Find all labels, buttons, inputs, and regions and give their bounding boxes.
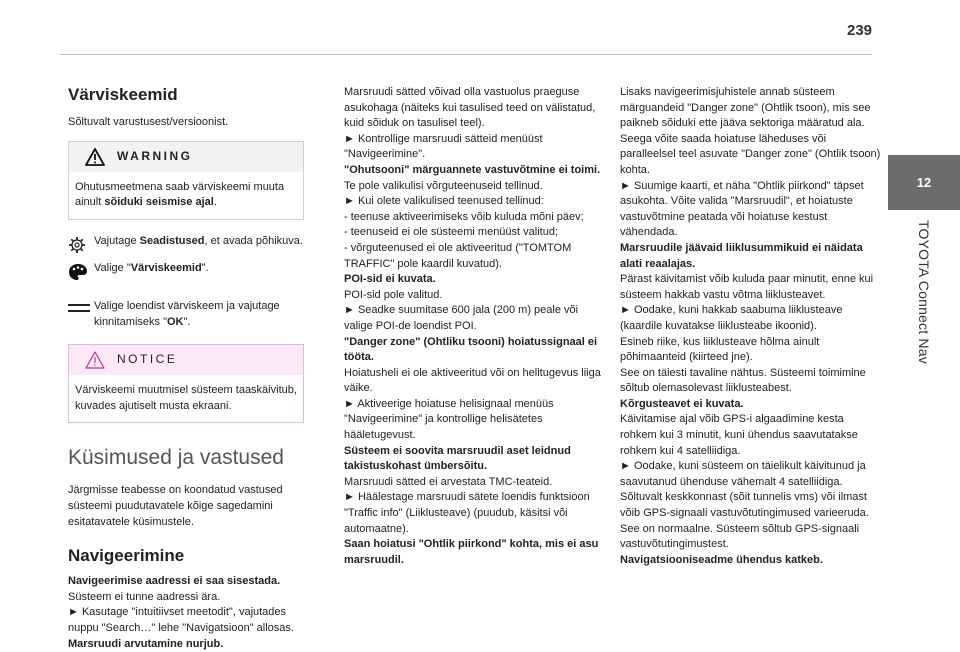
warning-header bbox=[69, 142, 303, 172]
section-title-navigation: Navigeerimine bbox=[68, 546, 304, 566]
question-text: Navigatsiooniseadme ühendus katkeb. bbox=[620, 554, 823, 566]
answer: See on täiesti tavaline nähtus. Süsteemi toimimine sõltub olemasolevast liiklusteabest. bbox=[620, 366, 882, 397]
answer: Hoiatusheli ei ole aktiveeritud või on helitugevus liiga väike. bbox=[344, 366, 604, 397]
faq-intro: Järgmisse teabesse on koondatud vastused süsteemi puudutavatele kõige sagedamini esitatavatele küsimustele. bbox=[68, 483, 304, 530]
answer: ► Aktiveerige hoiatuse helisignaal menüüs "Navigeerimine" ja kontrollige helisätetes hääletugevust. bbox=[344, 397, 604, 444]
step1-text: Vajutage bbox=[94, 235, 140, 247]
column-3 bbox=[620, 85, 882, 568]
question bbox=[68, 574, 304, 590]
page-number: 239 bbox=[847, 22, 872, 39]
answer: ► Kui olete valikulised teenused tellinud: bbox=[344, 194, 604, 210]
step1-text-end: , et avada põhikuva. bbox=[204, 235, 302, 247]
answer: ► Oodake, kuni süsteem on täielikult käivitunud ja saavutanud ühenduse vähemalt 4 satelliidiga. bbox=[620, 459, 882, 490]
step-color-schemes bbox=[68, 261, 304, 287]
question-text: "Danger zone" (Ohtliku tsooni) hoiatussignaal ei tööta. bbox=[344, 336, 597, 364]
question-text: Kõrgusteavet ei kuvata. bbox=[620, 398, 744, 410]
step2-text-end: ". bbox=[202, 262, 209, 274]
warning-text-bold: sõiduki seismise ajal bbox=[104, 196, 213, 208]
question-text: Navigeerimise aadressi ei saa sisestada. bbox=[68, 575, 280, 587]
step3-bold: OK bbox=[167, 316, 184, 328]
notice-text: Värviskeemi muutmisel süsteem taaskäivitub, kuvades ajutiselt musta ekraani. bbox=[69, 375, 303, 422]
answer: Pärast käivitamist võib kuluda paar minutit, enne kui süsteem hakkab vastu võtma liiklusteavet. bbox=[620, 272, 882, 303]
question bbox=[68, 637, 304, 652]
step2-bold: Värviskeemid bbox=[131, 262, 202, 274]
warning-label: WARNING bbox=[117, 149, 193, 165]
step3-text: Valige loendist värviskeem ja vajutage kinnitamiseks " bbox=[94, 300, 280, 328]
warning-text bbox=[69, 172, 303, 219]
answer: - teenuseid ei ole süsteemi menüüst valitud; bbox=[344, 225, 604, 241]
answer: Käivitamise ajal võib GPS-i algaadimine kesta rohkem kui 3 minutit, kuni ühendus saavutatakse rohkem kui 4 satelliidiga. bbox=[620, 412, 882, 459]
notice-header bbox=[69, 345, 303, 375]
chapter-title-vertical bbox=[888, 220, 960, 390]
paragraph: Marsruudi sätted võivad olla vastuolus praeguse asukohaga (näiteks kui tasulised teed on välistatud, kuid sõiduk on tasulisel teel). bbox=[344, 85, 604, 132]
step2-text: Valige " bbox=[94, 262, 131, 274]
question-text: Süsteem ei soovita marsruudil aset leidnud takistuskohast ümbersõitu. bbox=[344, 445, 571, 473]
answer: Esineb riike, kus liiklusteave hõlma ainult põhimaanteid (kiirteed jne). bbox=[620, 335, 882, 366]
question-text: "Ohutsooni" märguannete vastuvõtmine ei toimi. bbox=[344, 164, 600, 176]
notice-label: NOTICE bbox=[117, 352, 177, 368]
question bbox=[620, 397, 882, 413]
subtitle: Sõltuvalt varustusest/versioonist. bbox=[68, 115, 304, 131]
warning-text-end: . bbox=[214, 196, 217, 208]
question bbox=[344, 335, 604, 366]
answer: ► Seadke suumitase 600 jala (200 m) peale või valige POI-de loendist POI. bbox=[344, 303, 604, 334]
answer: - teenuse aktiveerimiseks võib kuluda mõni päev; bbox=[344, 210, 604, 226]
column-2 bbox=[344, 85, 604, 568]
answer: POI-sid pole valitud. bbox=[344, 288, 604, 304]
gear-icon bbox=[68, 236, 86, 254]
answer: ► Häälestage marsruudi sätete loendis funktsioon "Traffic info" (Liiklusteave) (puudub, käsitsi või automaatne). bbox=[344, 490, 604, 537]
paragraph: ► Kontrollige marsruudi sätteid menüüst "Navigeerimine". bbox=[344, 132, 604, 163]
question bbox=[620, 553, 882, 569]
question-text: Marsruudi arvutamine nurjub. bbox=[68, 638, 223, 650]
answer: See on normaalne. Süsteem sõltub GPS-signaali vastuvõtutingimustest. bbox=[620, 522, 882, 553]
section-title-color-schemes: Värviskeemid bbox=[68, 85, 304, 105]
question-text: POI-sid ei kuvata. bbox=[344, 273, 436, 285]
top-rule bbox=[60, 54, 872, 55]
chapter-number: 12 bbox=[917, 175, 931, 190]
question bbox=[344, 272, 604, 288]
step3-text-end: ". bbox=[183, 316, 190, 328]
question bbox=[344, 537, 604, 568]
step-confirm bbox=[68, 299, 304, 330]
answer: Marsruudi sätted ei arvestata TMC-teateid. bbox=[344, 475, 604, 491]
paragraph: ► Suumige kaarti, et näha "Ohtlik piirkond" täpset asukohta. Võite valida "Marsruudil", et hoiatuste vastuvõtmine peatada või hoiatuse kestust vähendada. bbox=[620, 179, 882, 241]
chapter-tab bbox=[888, 155, 960, 210]
warning-text-part: Ohutusmeetmena saab värviskeemi muuta ainult bbox=[75, 181, 284, 209]
section-title-faq: Küsimused ja vastused bbox=[68, 445, 304, 471]
column-1 bbox=[68, 85, 304, 652]
notice-box bbox=[68, 344, 304, 423]
answer: - võrguteenused ei ole aktiveeritud ("TOMTOM TRAFFIC" pole kaardil kuvatud). bbox=[344, 241, 604, 272]
list-icon bbox=[68, 301, 90, 315]
answer: ► Oodake, kuni hakkab saabuma liiklusteave (kaardile kuvatakse liiklusteabe ikoonid). bbox=[620, 303, 882, 334]
step1-bold: Seadistused bbox=[140, 235, 205, 247]
warning-triangle-icon bbox=[85, 148, 105, 166]
paragraph: Lisaks navigeerimisjuhistele annab süsteem märguandeid "Danger zone" (Ohtlik tsoon), mis see paikneb sõiduki ette jääva sektoriga määratud ala. Seega võite saada hoiatuse läheduses või paralleelsel teel asuvate "Danger zone" (Ohtlik tsoon) kohta. bbox=[620, 85, 882, 179]
palette-icon bbox=[68, 263, 88, 281]
chapter-title: TOYOTA Connect Nav bbox=[916, 220, 932, 364]
step-settings bbox=[68, 234, 304, 260]
warning-box bbox=[68, 141, 304, 220]
answer: Te pole valikulisi võrguteenuseid tellinud. bbox=[344, 179, 604, 195]
question bbox=[344, 444, 604, 475]
question bbox=[620, 241, 882, 272]
answer: ► Kasutage "intuitiivset meetodit", vajutades nuppu "Search…" lehe "Navigatsioon" allosas. bbox=[68, 605, 304, 636]
answer: Süsteem ei tunne aadressi ära. bbox=[68, 590, 304, 606]
question-text: Saan hoiatusi "Ohtlik piirkond" kohta, mis ei asu marsruudil. bbox=[344, 538, 598, 566]
question bbox=[344, 163, 604, 179]
notice-triangle-icon bbox=[85, 351, 105, 369]
question-text: Marsruudile jäävaid liiklusummikuid ei näidata alati reaalajas. bbox=[620, 242, 863, 270]
answer: Sõltuvalt keskkonnast (sõit tunnelis vms) või ilmast võib GPS-signaali vastuvõtutingimused varieeruda. bbox=[620, 490, 882, 521]
